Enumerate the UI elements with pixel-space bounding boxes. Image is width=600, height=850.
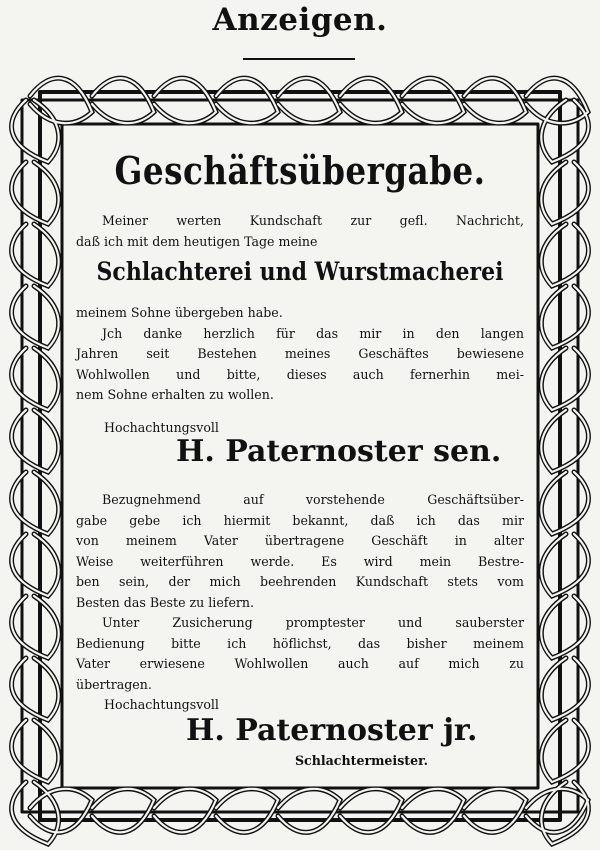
business-name: Schlachterei und Wurstmacherei xyxy=(96,257,504,286)
handover-paragraph xyxy=(76,303,524,406)
son-line: Besten das Beste zu liefern. xyxy=(76,594,255,610)
signature-senior: H. Paternoster sen. xyxy=(176,434,502,469)
son-paragraph xyxy=(76,490,524,695)
son-line: Bezugnehmend auf vorstehende Geschäftsüber- xyxy=(102,492,524,507)
son-line: Weise weiterführen werde. Es wird mein Bestre- xyxy=(76,553,524,569)
thanks-line: nem Sohne erhalten zu wollen. xyxy=(76,387,274,402)
page-heading: Anzeigen. xyxy=(212,2,388,38)
ad-title: Geschäftsübergabe. xyxy=(114,148,486,193)
son-line: von meinem Vater übertragene Geschäft in alter xyxy=(76,533,524,548)
signature-junior-title: Schlachtermeister. xyxy=(294,753,428,768)
greeting-senior: Hochachtungsvoll xyxy=(104,420,219,435)
greeting-junior: Hochachtungsvoll xyxy=(104,697,219,712)
promise-line: Vater erwiesene Wohlwollen auch auf mich zu xyxy=(76,656,524,671)
intro-paragraph xyxy=(76,211,524,252)
signature-junior: H. Paternoster jr. xyxy=(186,713,478,748)
intro-line: daß ich mit dem heutigen Tage meine xyxy=(76,233,318,249)
thanks-line: Jahren seit Bestehen meines Geschäftes bewiesene xyxy=(76,346,524,361)
thanks-line: Jch danke herzlich für das mir in den langen xyxy=(102,325,524,341)
promise-line: Bedienung bitte ich höflichst, das bisher meinem xyxy=(76,635,524,651)
promise-line: Unter Zusicherung promptester und sauberster xyxy=(102,615,524,630)
son-line: gabe gebe ich hiermit bekannt, daß ich das mir xyxy=(76,512,524,528)
handover-line: meinem Sohne übergeben habe. xyxy=(76,305,283,320)
thanks-line: Wohlwollen und bitte, dieses auch fernerhin mei- xyxy=(76,366,524,382)
promise-line: übertragen. xyxy=(76,676,152,692)
intro-line: Meiner werten Kundschaft zur gefl. Nachricht, xyxy=(102,213,524,228)
son-line: ben sein, der mich beehrenden Kundschaft stets vom xyxy=(76,574,524,589)
